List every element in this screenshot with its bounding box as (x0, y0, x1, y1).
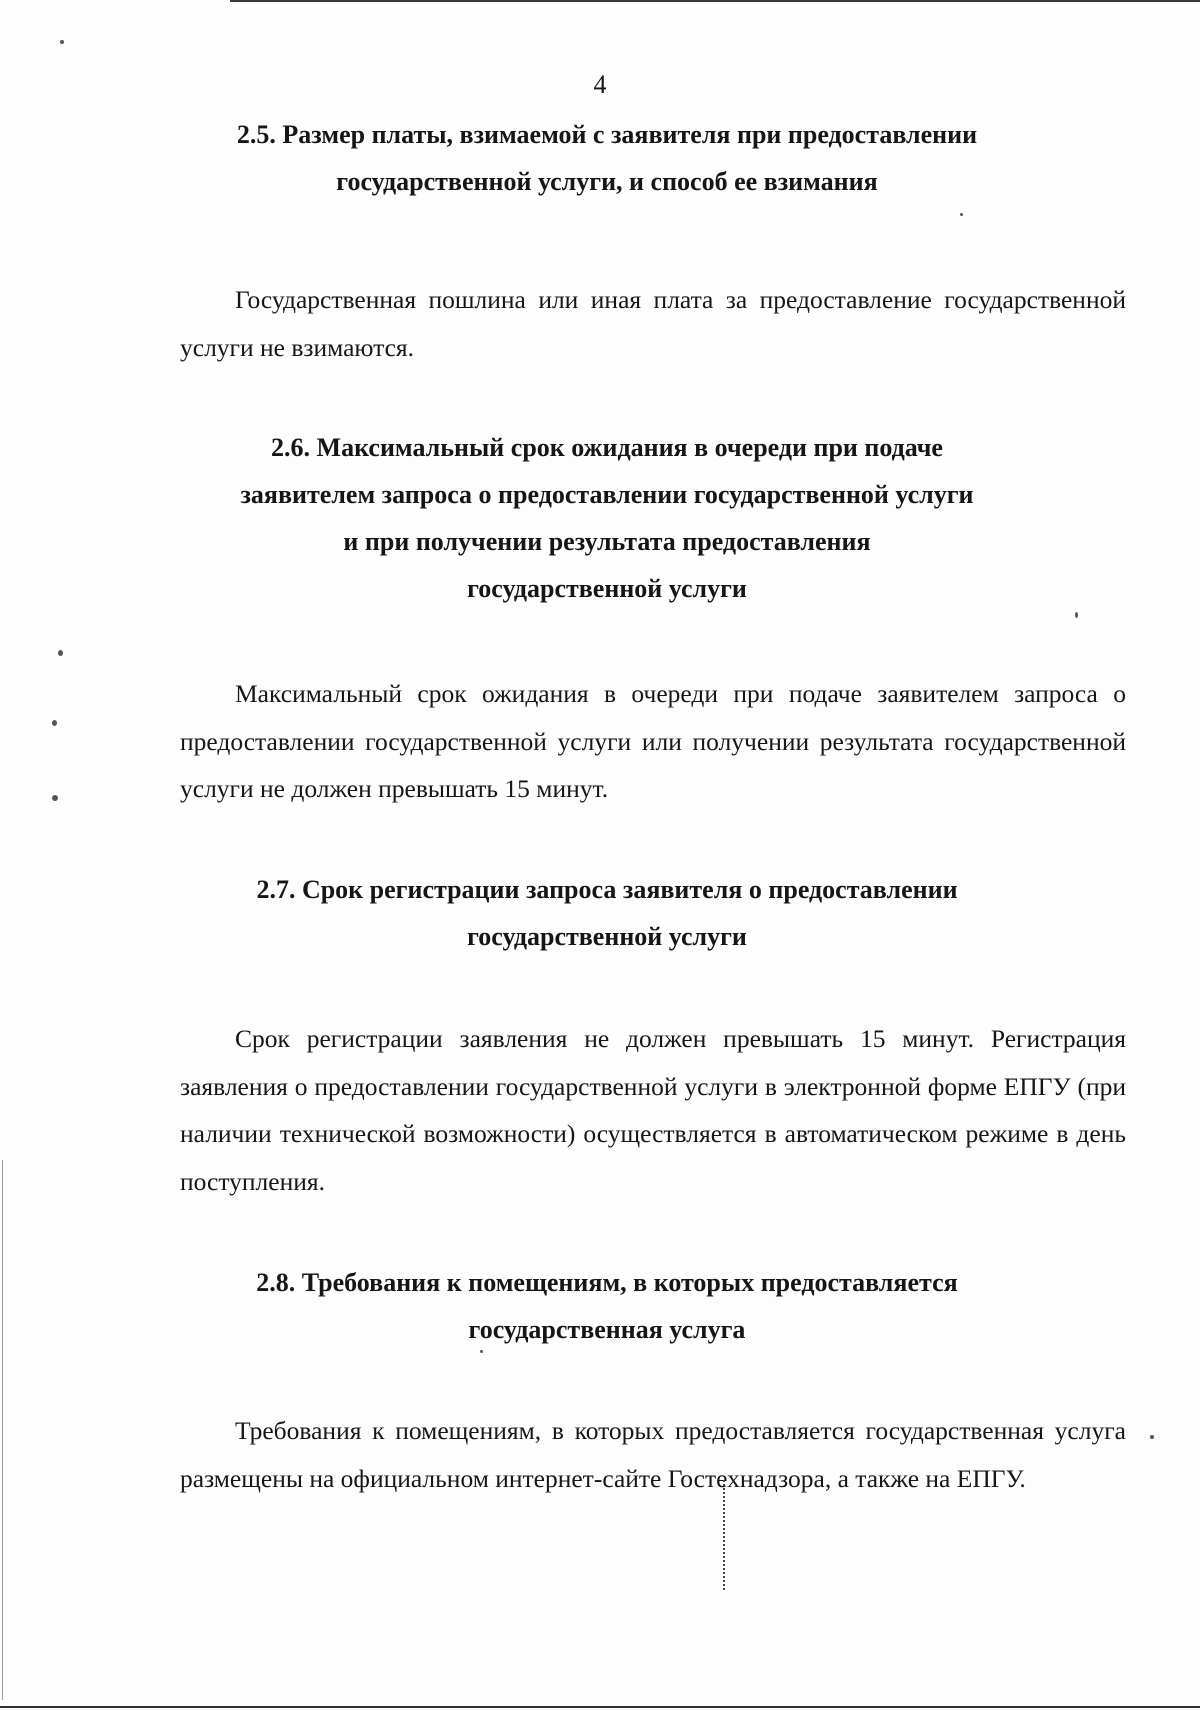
section-body-2-8: Требования к помещениям, в которых предоставляется государственная услуга размещены на официальном интернет-сайте Гостехнадзора, а также на ЕПГУ. (180, 1416, 1126, 1493)
section-heading-2-8 (150, 1259, 1064, 1353)
scan-speck (60, 40, 64, 44)
scan-top-edge (230, 0, 1200, 2)
scan-speck (58, 650, 63, 656)
scan-speck (1150, 1435, 1154, 1439)
scan-speck (52, 720, 57, 726)
section-body-2-7: Срок регистрации заявления не должен превышать 15 минут. Регистрация заявления о предоставлении государственной услуги в электронной форме ЕПГУ (при наличии технической возможности) осуществляется в автоматическом режиме в день поступления. (180, 1024, 1126, 1196)
scan-speck (52, 795, 58, 801)
heading-line: государственной услуги, и способ ее взимания (336, 167, 878, 196)
heading-line: государственная услуга (468, 1315, 746, 1344)
scan-speck (480, 1350, 483, 1353)
scan-speck (960, 213, 963, 216)
page-number: 4 (593, 70, 607, 99)
section-heading-2-6 (150, 424, 1064, 612)
heading-line: государственной услуги (467, 574, 747, 603)
section-body-2-6: Максимальный срок ожидания в очереди при подаче заявителем запроса о предоставлении государственной услуги или получении результата государственной услуги не должен превышать 15 минут. (180, 679, 1126, 803)
section-body-2-5: Государственная пошлина или иная плата за предоставление государственной услуги не взимаются. (180, 285, 1126, 362)
scan-bottom-edge (0, 1706, 1200, 1708)
heading-line: государственной услуги (467, 922, 747, 951)
scan-left-edge (2, 1160, 3, 1700)
heading-line: и при получении результата предоставления (343, 527, 871, 556)
heading-line: 2.5. Размер платы, взимаемой с заявителя при предоставлении (236, 120, 978, 149)
section-heading-2-5 (150, 111, 1064, 205)
heading-line: 2.8. Требования к помещениям, в которых предоставляется (256, 1268, 958, 1297)
heading-line: заявителем запроса о предоставлении государственной услуги (240, 480, 974, 509)
scan-speck (1075, 612, 1078, 618)
heading-line: 2.6. Максимальный срок ожидания в очереди при подаче (271, 433, 943, 462)
scan-artifact-line (723, 1480, 725, 1590)
section-heading-2-7 (150, 866, 1064, 960)
heading-line: 2.7. Срок регистрации запроса заявителя о предоставлении (256, 875, 958, 904)
